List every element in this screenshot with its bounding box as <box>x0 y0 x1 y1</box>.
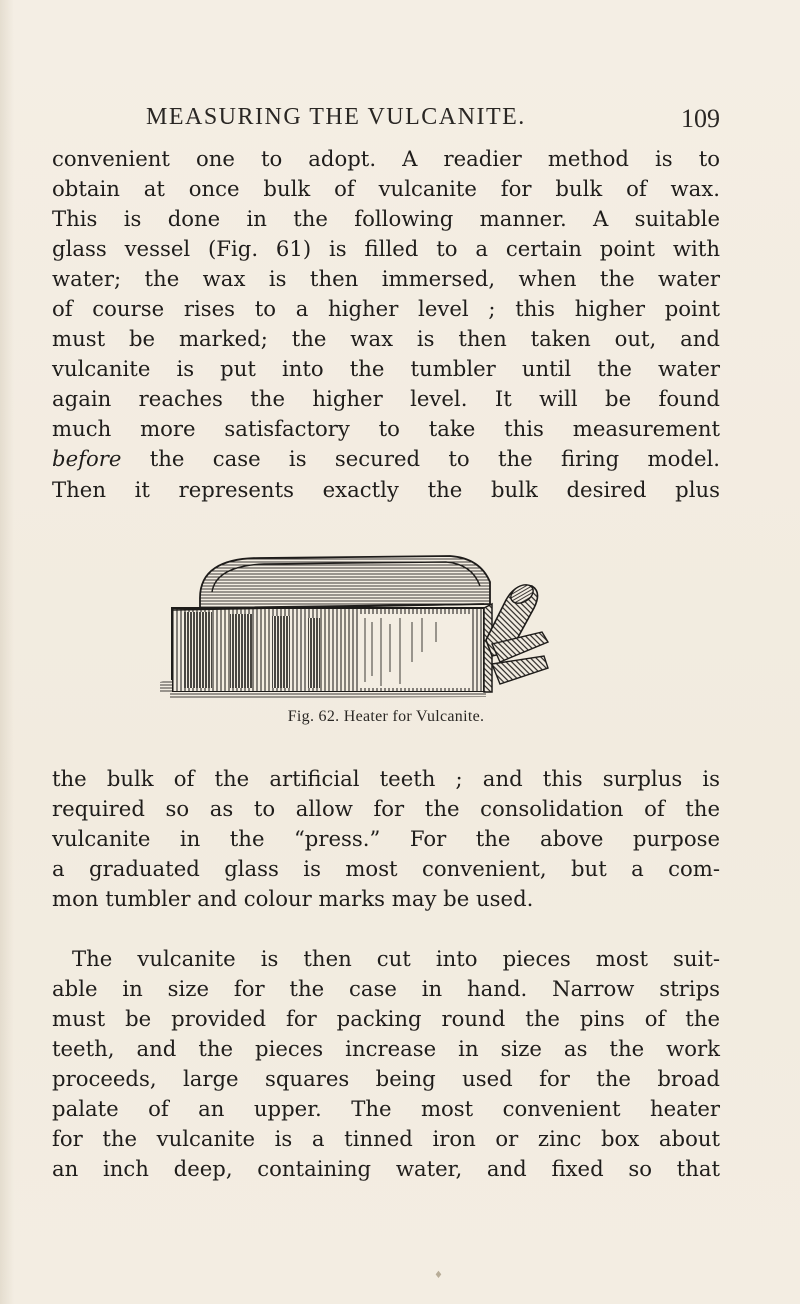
text-line: must be marked; the wax is then taken out, and <box>52 326 720 352</box>
text-line: a graduated glass is most convenient, but a com- <box>52 856 720 882</box>
text-line: required so as to allow for the consolidation of the <box>52 796 720 822</box>
running-title: MEASURING THE VULCANITE. <box>146 104 526 130</box>
text-line: for the vulcanite is a tinned iron or zinc box about <box>52 1126 720 1152</box>
text-line: again reaches the higher level. It will be found <box>52 386 720 412</box>
text-line: glass vessel (Fig. 61) is filled to a certain point with <box>52 236 720 262</box>
text-line: of course rises to a higher level ; this higher point <box>52 296 720 322</box>
text-line: able in size for the case in hand. Narrow strips <box>52 976 720 1002</box>
ink-speck: ♦ <box>434 1270 443 1281</box>
text-line: convenient one to adopt. A readier method is to <box>52 146 720 171</box>
text-line: palate of an upper. The most convenient heater <box>52 1096 720 1122</box>
text-line: Then it represents exactly the bulk desired plus <box>52 476 720 502</box>
text-line: much more satisfactory to take this measurement <box>52 416 720 442</box>
paragraph-3 <box>52 944 720 1184</box>
figure-caption: Fig. 62. Heater for Vulcanite. <box>287 708 485 725</box>
text-line: the bulk of the artificial teeth ; and this surplus is <box>52 766 720 791</box>
text-line: This is done in the following manner. A suitable <box>52 206 720 232</box>
text-line-italic <box>52 444 720 474</box>
page-gutter-shadow <box>0 0 14 1304</box>
text-line: an inch deep, containing water, and fixed so that <box>52 1156 720 1182</box>
text-line: must be provided for packing round the pins of the <box>52 1006 720 1032</box>
heater-illustration <box>160 552 640 702</box>
text-line: The vulcanite is then cut into pieces most suit- <box>72 946 720 971</box>
italic-word: before <box>52 446 122 472</box>
italic-line-rest: the case is secured to the firing model. <box>121 446 720 472</box>
text-line: vulcanite in the “press.” For the above purpose <box>52 826 720 852</box>
running-head <box>52 100 720 136</box>
text-line: proceeds, large squares being used for the broad <box>52 1066 720 1092</box>
page-number: 109 <box>681 104 720 133</box>
text-line: teeth, and the pieces increase in size as the work <box>52 1036 720 1062</box>
text-line: water; the wax is then immersed, when the water <box>52 266 720 292</box>
text-line: mon tumbler and colour marks may be used. <box>52 886 534 912</box>
text-line: vulcanite is put into the tumbler until the water <box>52 356 720 382</box>
paragraph-2 <box>52 764 720 914</box>
paragraph-1 <box>52 144 720 505</box>
text-line: obtain at once bulk of vulcanite for bulk of wax. <box>52 176 720 202</box>
